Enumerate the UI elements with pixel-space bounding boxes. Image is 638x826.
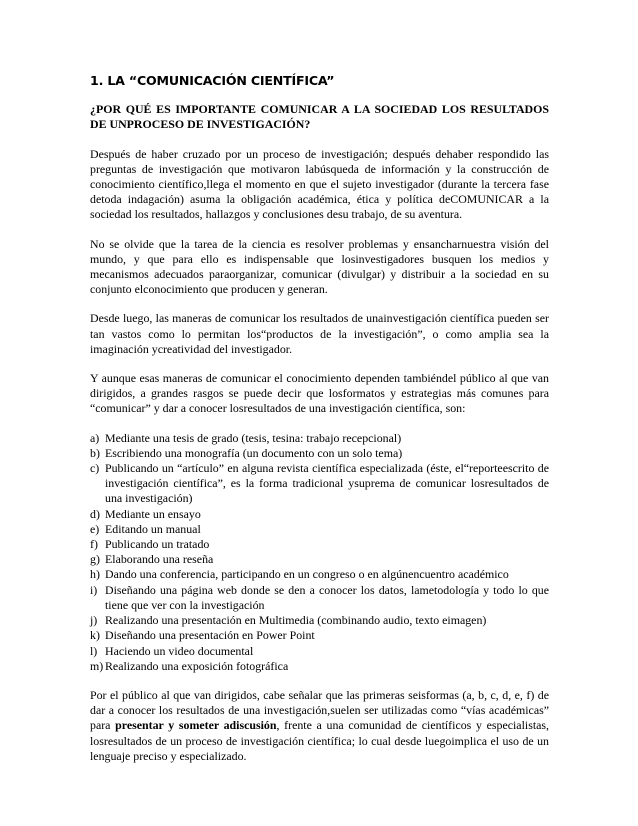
- list-marker: i): [90, 582, 98, 597]
- list-item-text: Elaborando una reseña: [105, 552, 214, 567]
- list-item: [90, 583, 549, 613]
- document-page: [90, 73, 549, 778]
- paragraph-1: Después de haber cruzado por un proceso de investigación; después dehaber respondido las preguntas de investigación que motivaron labúsqueda de información y la construcción de conocimiento científico,llega el momento en que el sujeto investigador (durante la tercera fase detoda indagación) asuma la obligación académica, ética y política deCOMUNICAR a la sociedad los resultados, hallazgos y conclusiones desu trabajo, de su aventura.: [90, 146, 549, 222]
- final-text-start: Por el público al que van dirigidos, cabe señalar que las primeras seisformas (a, b, c, d, e, f) de dar a conocer los resultados de una investigación,suelen ser utilizadas como “vías académicas” para: [90, 687, 549, 733]
- list-item-text: Mediante un ensayo: [105, 506, 201, 521]
- list-item-text: Editando un manual: [105, 521, 201, 536]
- list-item-text: Dando una conferencia, participando en un congreso o en algúnencuentro académico: [105, 567, 509, 582]
- list-item: [90, 446, 549, 461]
- list-item: [90, 613, 549, 628]
- section-heading: 1. LA “COMUNICACIÓN CIENTÍFICA”: [90, 73, 335, 88]
- list-item-text: Publicando un tratado: [105, 537, 210, 552]
- list-item: [90, 644, 549, 659]
- list-marker: b): [90, 445, 100, 460]
- final-text-bold: presentar y someter adiscusión: [115, 718, 277, 733]
- list-item-text: Haciendo un video documental: [105, 643, 254, 658]
- list-item: [90, 659, 549, 674]
- list-item: [90, 461, 549, 507]
- list-item-text: Diseñando una presentación en Power Point: [105, 628, 315, 643]
- list-marker: m): [90, 658, 104, 673]
- list-item: [90, 552, 549, 567]
- formats-list: [90, 431, 549, 674]
- list-item: [90, 567, 549, 582]
- paragraph-2: No se olvide que la tarea de la ciencia es resolver problemas y ensancharnuestra visión del mundo, y que para ello es indispensable que losinvestigadores busquen los medios y mecanismos adecuados paraorganizar, comunicar (divulgar) y distribuir a la sociedad en su conjunto elconocimiento que producen y generan.: [90, 236, 549, 297]
- list-marker: j): [90, 613, 98, 628]
- list-marker: e): [90, 521, 100, 536]
- list-item-text: Diseñando una página web donde se den a conocer los datos, lametodología y todo lo que tiene que ver con la investigación: [105, 582, 549, 612]
- list-marker: d): [90, 506, 100, 521]
- list-item-text: Mediante una tesis de grado (tesis, tesina: trabajo recepcional): [105, 430, 402, 445]
- list-item-text: Publicando un “artículo” en alguna revista científica especializada (éste, el“reporteescrito de investigación científica”, es la forma tradicional ysuprema de comunicar losresultados de una investigación): [105, 461, 549, 506]
- list-item-text: Realizando una presentación en Multimedia (combinando audio, texto eimagen): [105, 613, 487, 628]
- final-text-end: , frente a una comunidad de científicos y especialistas, losresultados de un proceso de investigación científica; lo cual desde luegoimplica el uso de un lenguaje preciso y especializado.: [90, 718, 549, 763]
- paragraph-final: [90, 688, 549, 764]
- paragraph-3: Desde luego, las maneras de comunicar los resultados de unainvestigación científica pueden ser tan vastos como lo permitan los“productos de la investigación”, o como amplia sea la imaginación ycreatividad del investigador.: [90, 311, 549, 356]
- list-item: [90, 628, 549, 643]
- list-item: [90, 507, 549, 522]
- list-marker: a): [90, 430, 100, 445]
- paragraph-4: Y aunque esas maneras de comunicar el conocimiento dependen tambiéndel público al que van dirigidos, a grandes rasgos se puede decir que losformatos y estrategias más comunes para “comunicar” y dar a conocer losresultados de una investigación científica, son:: [90, 371, 549, 416]
- list-marker: g): [90, 552, 100, 567]
- list-item-text: Escribiendo una monografía (un documento con un solo tema): [105, 445, 403, 460]
- list-item: [90, 522, 549, 537]
- list-item: [90, 537, 549, 552]
- section-subheading: ¿POR QUÉ ES IMPORTANTE COMUNICAR A LA SOCIEDAD LOS RESULTADOS DE UNPROCESO DE INVESTIGACIÓN?: [90, 102, 549, 132]
- list-marker: h): [90, 567, 100, 582]
- list-marker: f): [90, 537, 98, 552]
- list-item: [90, 431, 549, 446]
- list-marker: k): [90, 628, 100, 643]
- list-item-text: Realizando una exposición fotográfica: [105, 658, 289, 673]
- list-marker: c): [90, 461, 100, 476]
- list-marker: l): [90, 643, 98, 658]
